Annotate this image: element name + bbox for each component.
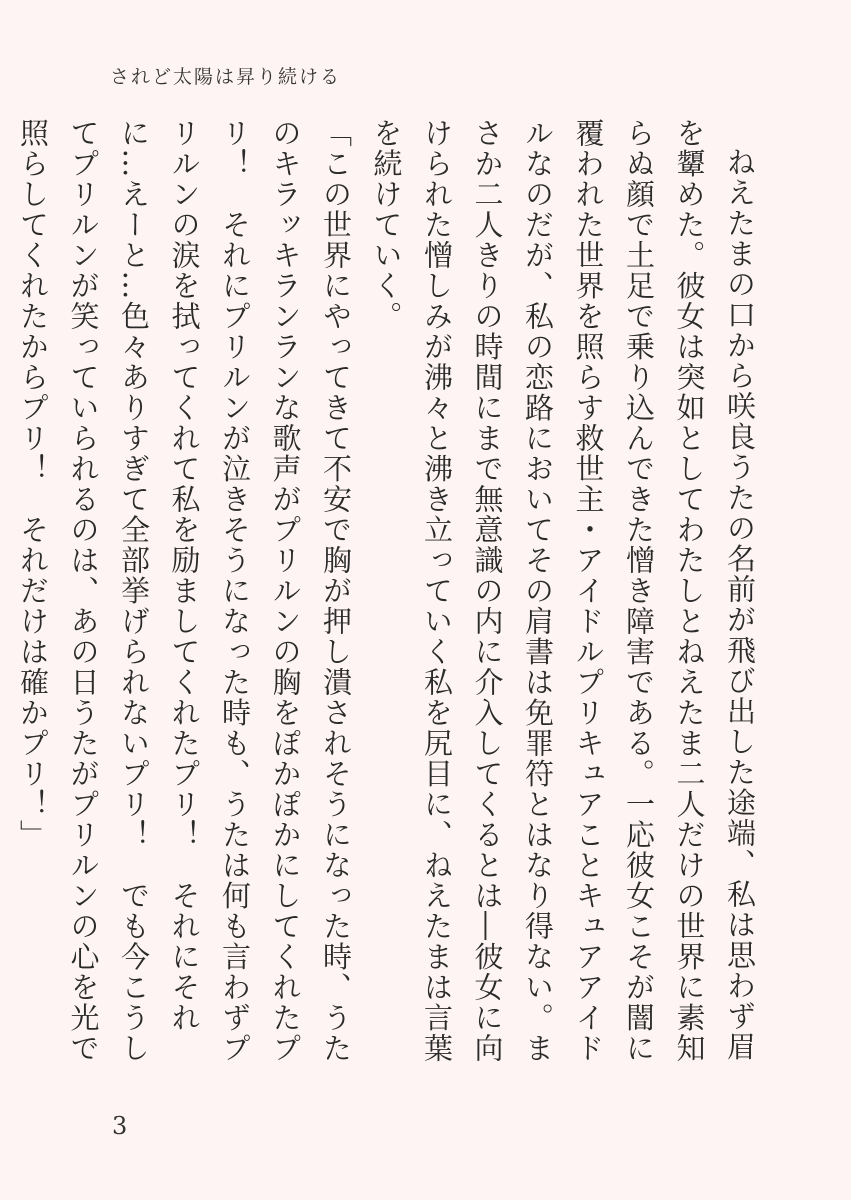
page-number: 3 bbox=[112, 1112, 128, 1140]
running-header-title: されど太陽は昇り続ける bbox=[110, 66, 342, 88]
paragraph-narration-2 bbox=[0, 118, 8, 1078]
paragraph-dialogue: 「この世界にやってきて不安で胸が押し潰されそうになった時、うたのキラッキランランな歌声がプリルンの胸をぽかぽかにしてくれたプリ！ それにプリルンが泣きそうになった時も、うたは何も言わずプリルンの涙を拭ってくれて私を励ましてくれたプリ！ それにそれに…えーと…色々ありすぎて全部挙げられないプリ！ でも今こうしてプリルンが笑っていられるのは、あの日うたがプリルンの心を光で照らしてくれたからプリ！ それだけは確かプリ！」 bbox=[16, 118, 353, 1064]
paragraph-narration-1: ねえたまの口から咲良うたの名前が飛び出した途端、私は思わず眉を顰めた。彼女は突如としてわたしとねえたま二人だけの世界に素知らぬ顔で土足で乗り込んできた憎き障害である。一応彼女こそが闇に覆われた世界を照らす救世主・アイドルプリキュアことキュアアイドルなのだが、私の恋路においてその肩書は免罪符とはなり得ない。まさか二人きりの時間にまで無意識の内に介入してくるとは―彼女に向けられた憎しみが沸々と沸き立っていく私を尻目に、ねえたまは言葉を続けていく。 bbox=[369, 118, 757, 1064]
novel-body-text bbox=[16, 118, 765, 1078]
